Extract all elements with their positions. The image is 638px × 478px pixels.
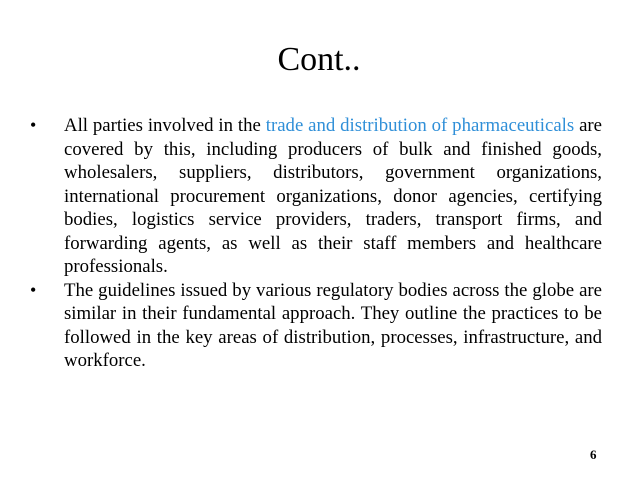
bullet-marker: • [30,279,37,300]
bullet-text-start: All parties involved in the [64,115,266,136]
bullet-list [28,114,602,373]
bullet-item [28,279,602,373]
page-number: 6 [590,447,597,462]
highlighted-link-text: trade and distribution of pharmaceuticals [265,115,575,136]
bullet-item [28,114,602,279]
bullet-text: The guidelines issued by various regulatory bodies across the globe are similar in their fundamental approach. They outline the practices to be followed in the key areas of distribution, processes, infrastructure, and workforce. [64,279,602,371]
bullet-marker: • [30,115,37,135]
bullet-text-end: are covered by this, including producers of bulk and finished goods, wholesalers, suppliers, distributors, government organizations, international procurement organizations, donor agencies, certifying bodies, logistics service providers, traders, transport firms, and forwarding agents, as well as their staff members and healthcare professionals. [64,115,602,277]
slide-title: Cont.. [277,41,361,78]
